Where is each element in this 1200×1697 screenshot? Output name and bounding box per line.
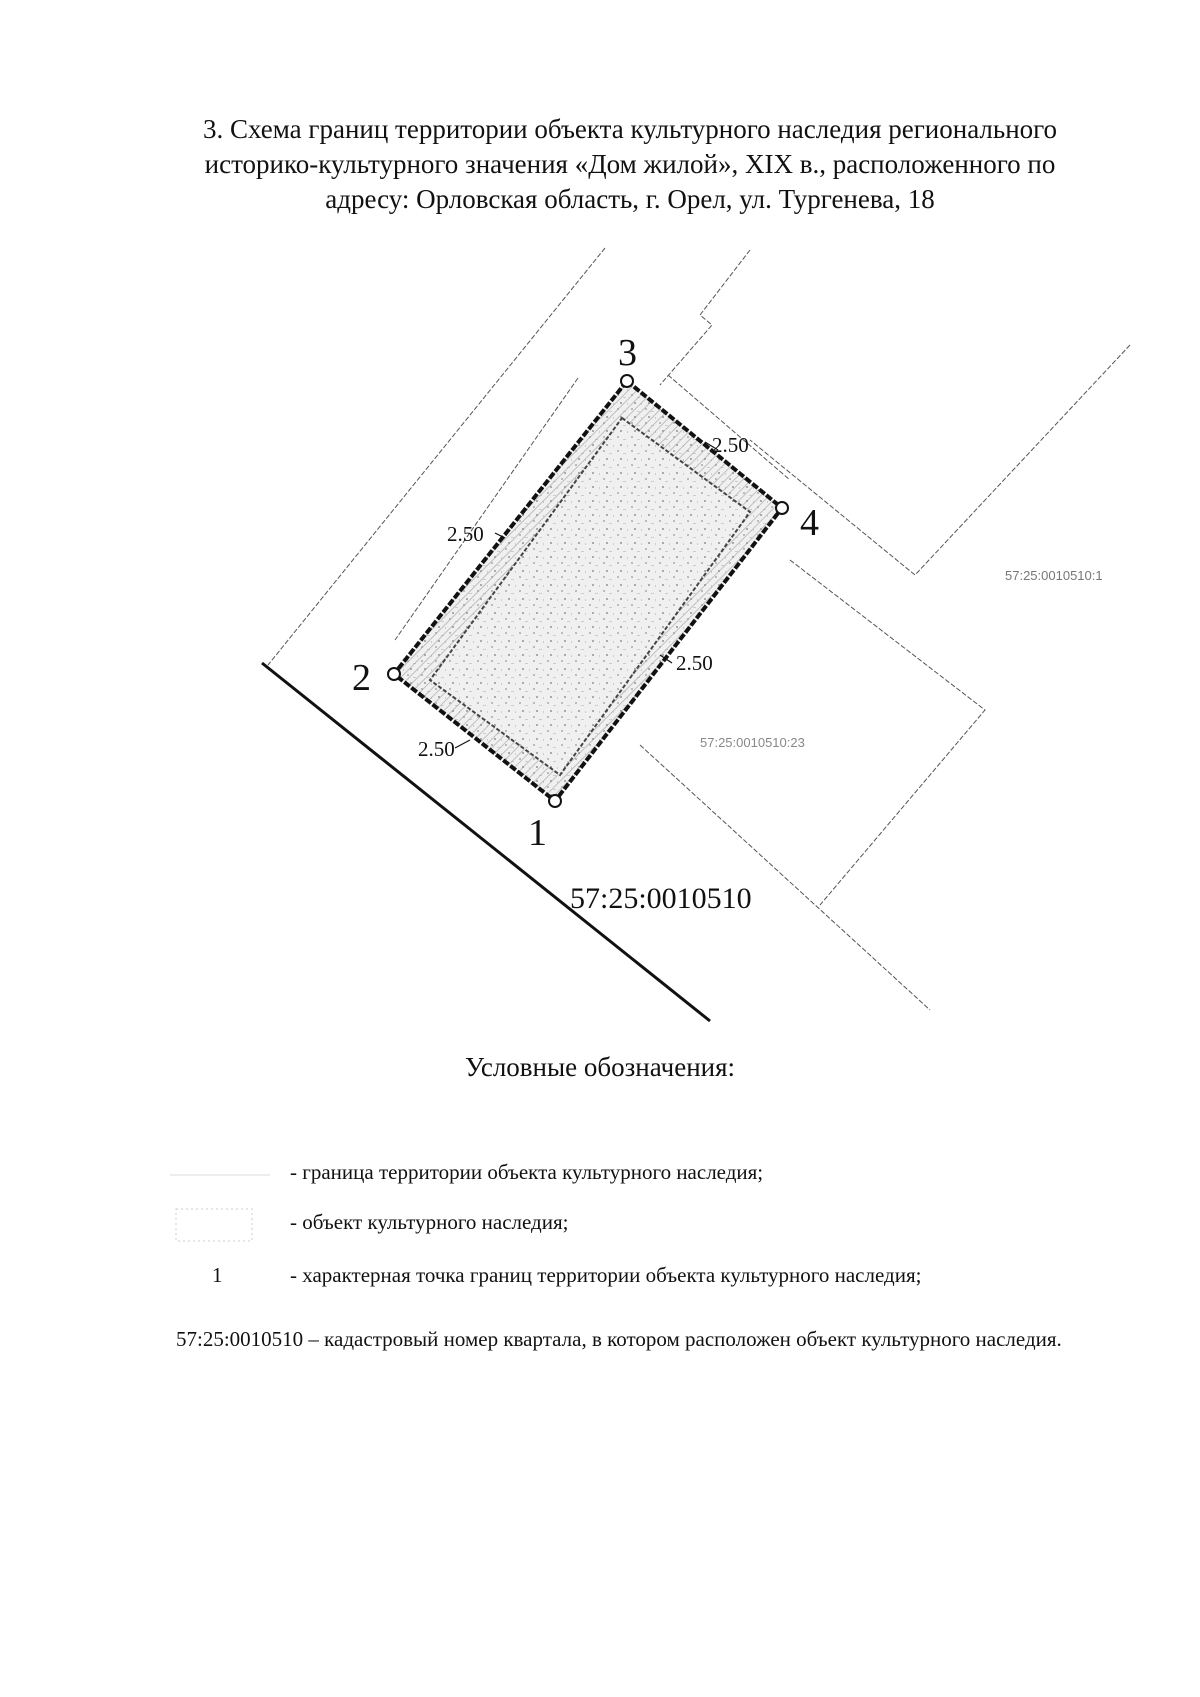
offset-label-right: 2.50 — [676, 651, 713, 675]
adjacent-line-c — [640, 745, 930, 1010]
point-1-marker — [549, 795, 561, 807]
legend-boundary-symbol — [170, 1170, 270, 1180]
parcel-label-23: 57:25:0010510:23 — [700, 735, 805, 750]
offset-label-bottom: 2.50 — [418, 737, 455, 761]
title-line-2: историко-культурного значения «Дом жилой», XIX в., расположенного по — [204, 149, 1056, 179]
offset-label-left: 2.50 — [447, 522, 484, 546]
point-3-marker — [621, 375, 633, 387]
legend-point-symbol: 1 — [212, 1263, 223, 1287]
document-title — [170, 112, 1090, 217]
parcel-label-1: 57:25:0010510:1 — [1005, 568, 1103, 583]
point-1-label: 1 — [528, 812, 547, 854]
legend-item-point: - характерная точка границ территории объекта культурного наследия; — [290, 1263, 922, 1287]
boundary-scheme-map — [0, 230, 1200, 1030]
street-line-right — [660, 250, 750, 385]
point-4-label: 4 — [800, 502, 819, 544]
title-line-1: 3. Схема границ территории объекта культурного наследия регионального — [202, 114, 1058, 144]
title-line-3: адресу: Орловская область, г. Орел, ул. Тургенева, 18 — [325, 184, 935, 214]
parcel-23-boundary — [790, 560, 985, 905]
quarter-number-note: 57:25:0010510 – кадастровый номер квартала, в котором расположен объект культурного наследия. — [176, 1327, 1062, 1351]
point-2-label: 2 — [352, 657, 371, 699]
quarter-number-label: 57:25:0010510 — [570, 882, 752, 915]
legend-object-symbol — [175, 1208, 255, 1244]
offset-label-top: 2.50 — [712, 433, 749, 457]
point-2-marker — [388, 668, 400, 680]
point-4-marker — [776, 502, 788, 514]
point-3-label: 3 — [618, 332, 637, 374]
legend-title: Условные обозначения: — [464, 1052, 736, 1082]
legend-item-object: - объект культурного наследия; — [290, 1210, 569, 1234]
legend-item-boundary: - граница территории объекта культурного наследия; — [290, 1160, 764, 1184]
